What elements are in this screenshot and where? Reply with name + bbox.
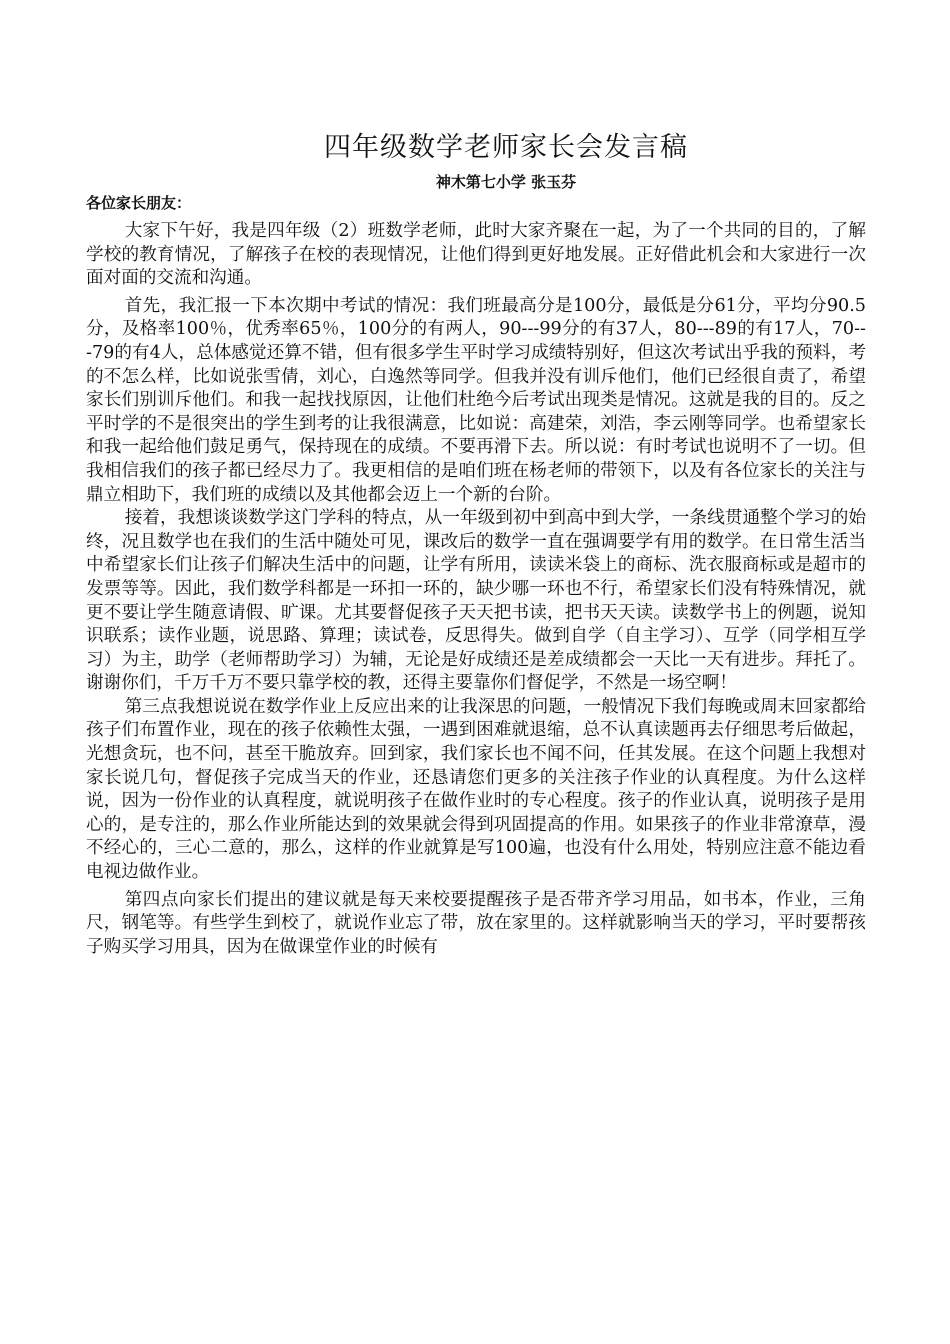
paragraph-subject-features: 接着，我想谈谈数学这门学科的特点，从一年级到初中到高中到大学，一条线贯通整个学习的始终，况且数学也在我们的生活中随处可见，课改后的数学一直在强调要学有用的数学。在日常生活当中希望家长们让孩子们解决生活中的问题，让学有所用，读读米袋上的商标、洗衣服商标或是超市的发票等等。因此，我们数学科都是一环扣一环的，缺少哪一环也不行，希望家长们没有特殊情况，就更不要让学生随意请假、旷课。尤其要督促孩子天天把书读，把书天天读。读数学书上的例题，说知识联系；读作业题，说思路、算理；读试卷，反思得失。做到自学（自主学习）、互学（同学相互学习）为主，助学（老师帮助学习）为辅，无论是好成绩还是差成绩都会一天比一天有进步。拜托了。谢谢你们，千万千万不要只靠学校的教，还得主要靠你们督促学，不然是一场空啊！ — [86, 508, 866, 694]
paragraph-greeting: 大家下午好，我是四年级（2）班数学老师，此时大家齐聚在一起，为了一个共同的目的，了解学校的教育情况，了解孩子在校的表现情况，让他们得到更好地发展。正好借此机会和大家进行一次面对面的交流和沟通。 — [86, 221, 866, 289]
document-title: 四年级数学老师家长会发言稿 — [324, 132, 688, 163]
document-page — [86, 130, 866, 959]
paragraph-school-supplies: 第四点向家长们提出的建议就是每天来校要提醒孩子是否带齐学习用品，如书本，作业，三角尺，钢笔等。有些学生到校了，就说作业忘了带，放在家里的。这样就影响当天的学习，平时要帮孩子购买学习用具，因为在做课堂作业的时候有 — [86, 889, 866, 957]
salutation: 各位家长朋友： — [86, 194, 192, 212]
author-byline: 神木第七小学 张玉芬 — [435, 173, 577, 191]
paragraph-homework: 第三点我想说说在数学作业上反应出来的让我深思的问题，一般情况下我们每晚或周末回家都给孩子们布置作业，现在的孩子依赖性太强，一遇到困难就退缩，总不认真读题再去仔细思考后做起，光想贪玩，也不问，甚至干脆放弃。回到家，我们家长也不闻不问，任其发展。在这个问题上我想对家长说几句，督促孩子完成当天的作业，还恳请您们更多的关注孩子作业的认真程度。为什么这样说，因为一份作业的认真程度，就说明孩子在做作业时的专心程度。孩子的作业认真，说明孩子是用心的，是专注的，那么作业所能达到的效果就会得到巩固提高的作用。如果孩子的作业非常潦草，漫不经心的，三心二意的，那么，这样的作业就算是写100遍，也没有什么用处，特别应注意不能边看电视边做作业。 — [86, 696, 866, 883]
paragraph-exam-results: 首先，我汇报一下本次期中考试的情况：我们班最高分是100分，最低是分61分，平均分90.5分，及格率100％，优秀率65％，100分的有两人，90---99分的有37人，80---89的有17人，70---79的有4人，总体感觉还算不错，但有很多学生平时学习成绩特别好，但这次考试出乎我的预料，考的不怎么样，比如说张雪倩，刘心，白逸然等同学。但我并没有训斥他们，他们已经很自责了，希望家长们别训斥他们。和我一起找找原因，让他们杜绝今后考试出现类是情况。这就是我的目的。反之平时学的不是很突出的学生到考的让我很满意，比如说：高建荣，刘浩，李云刚等同学。也希望家长和我一起给他们鼓足勇气，保持现在的成绩。不要再滑下去。所以说：有时考试也说明不了一切。但我相信我们的孩子都已经尽力了。我更相信的是咱们班在杨老师的带领下，以及有各位家长的关注与鼎立相助下，我们班的成绩以及其他都会迈上一个新的台阶。 — [86, 295, 866, 505]
